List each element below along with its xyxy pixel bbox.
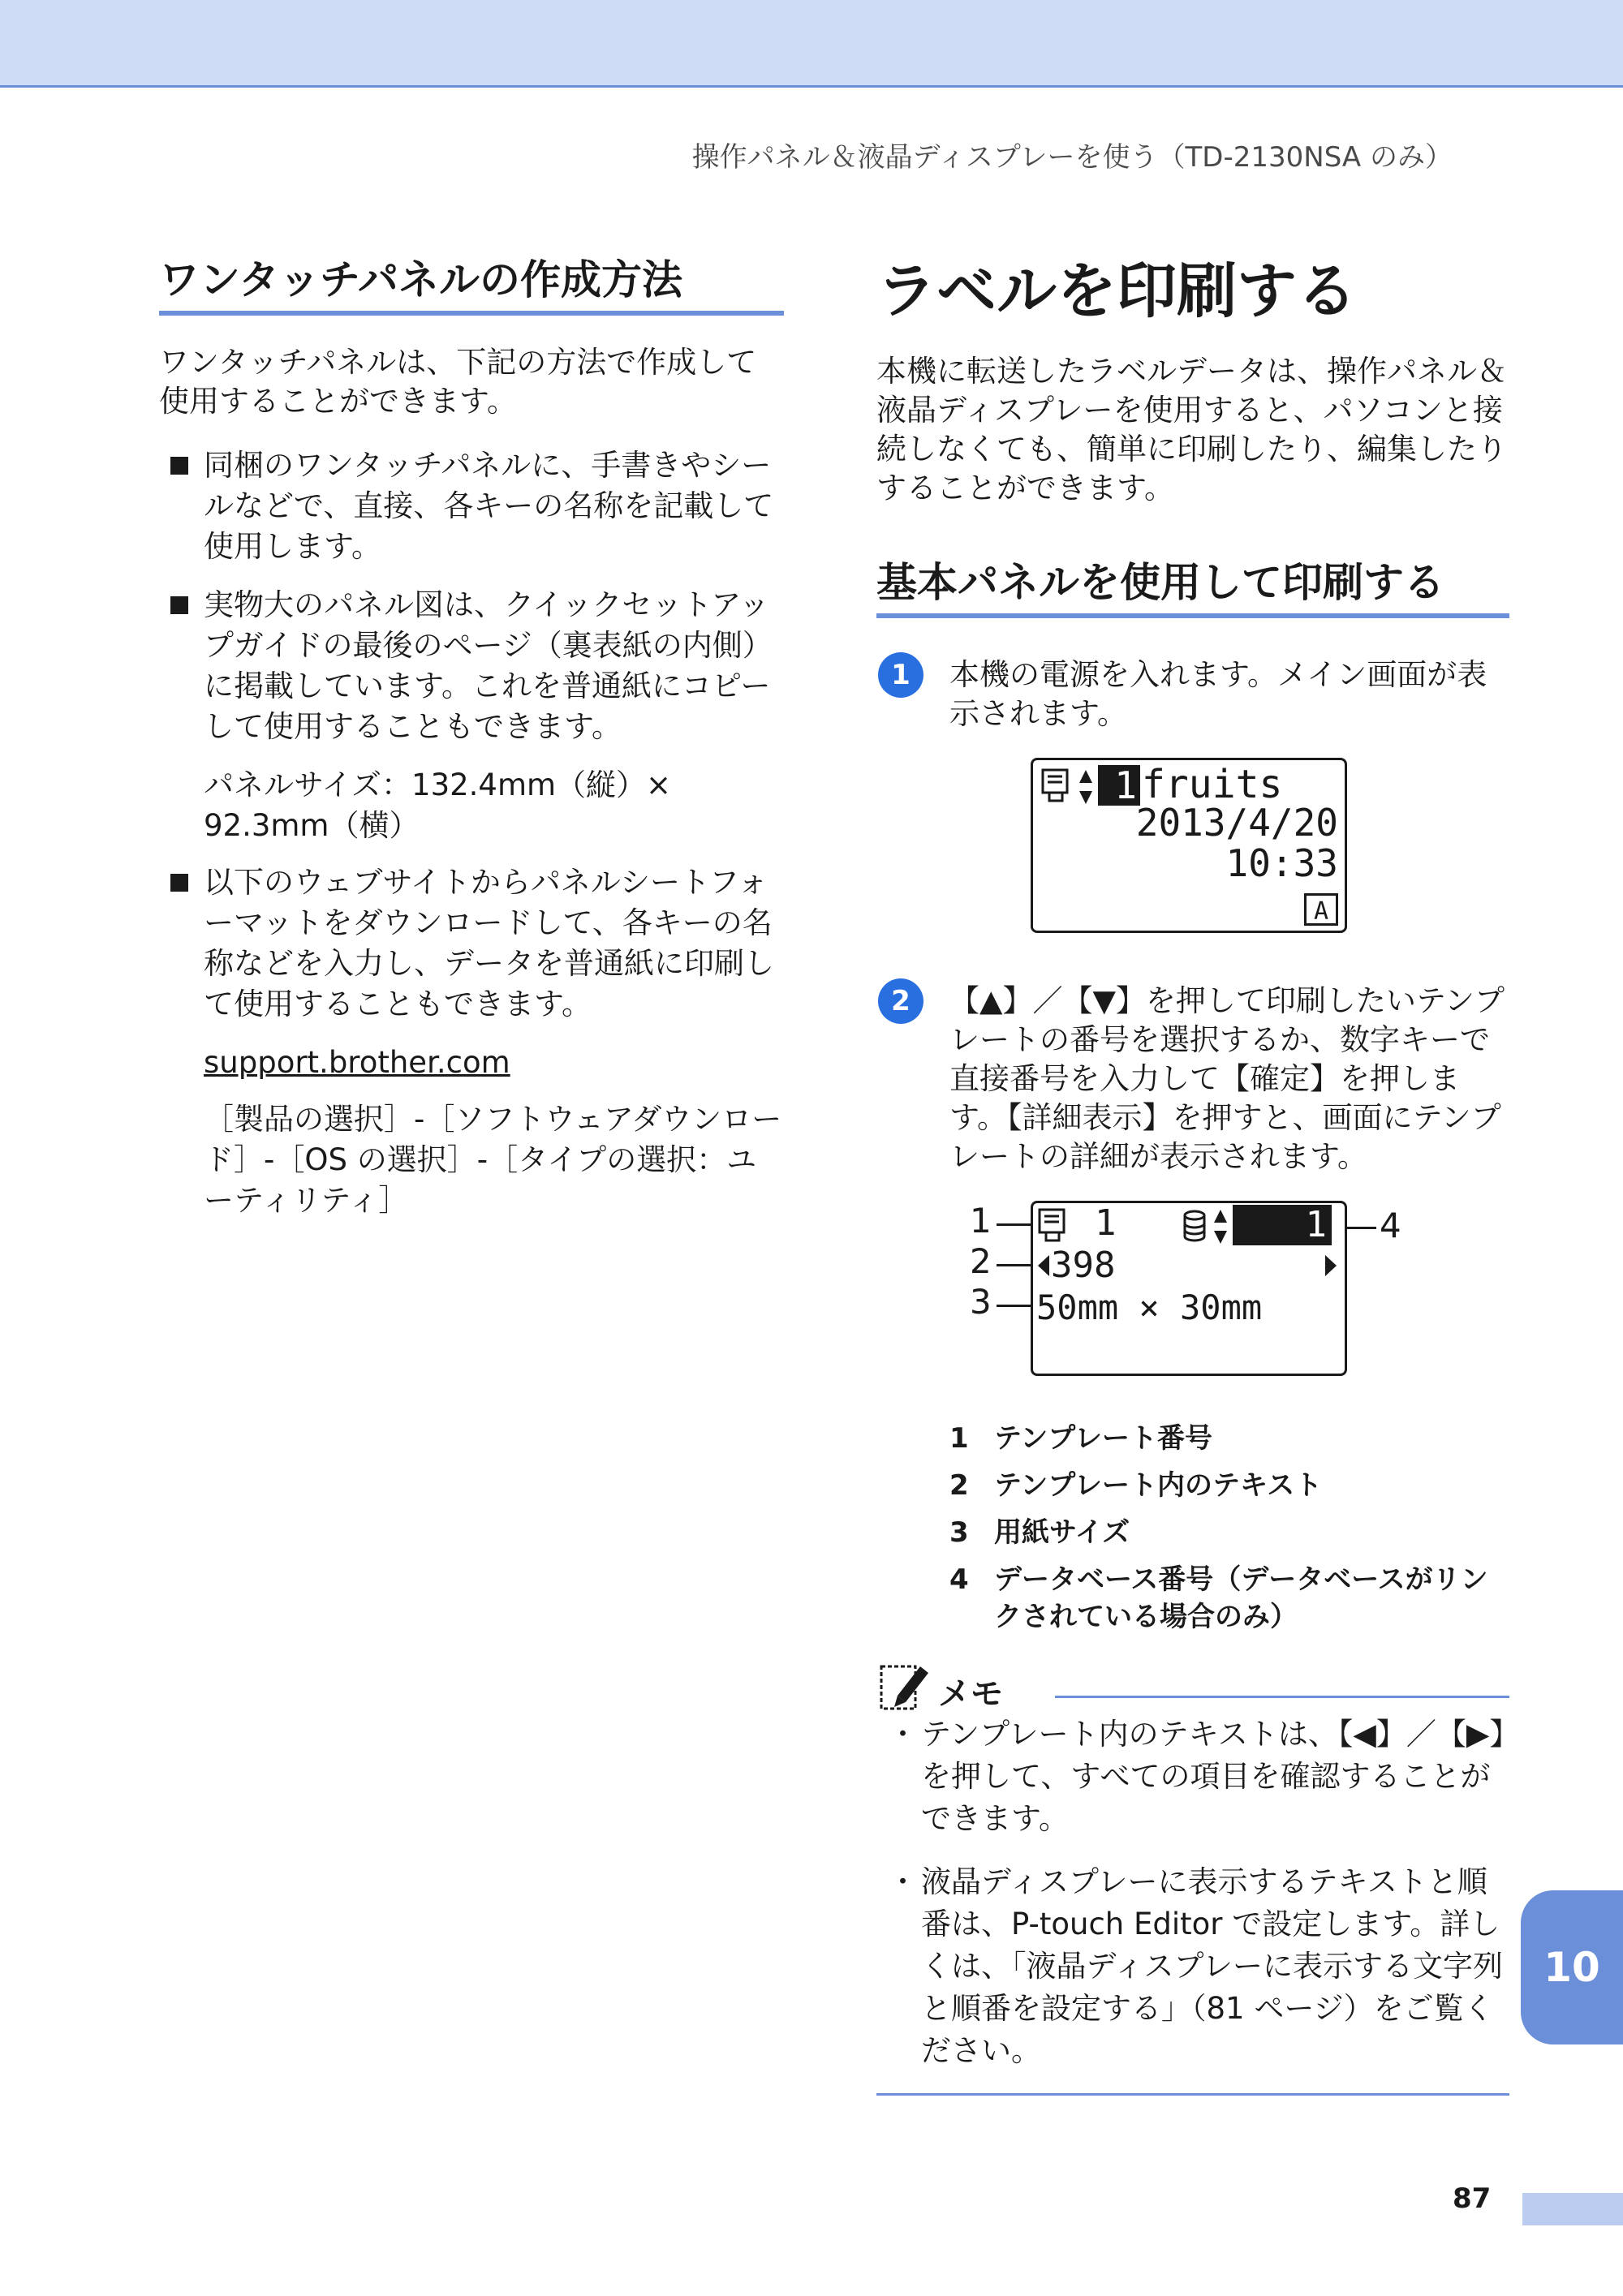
right-arrow-icon bbox=[1325, 1253, 1337, 1278]
bullet-text: 同梱のワンタッチパネルに、手書きやシールなどで、直接、各キーの名称を記載して使用します。 bbox=[204, 448, 774, 564]
lcd-main-screen bbox=[1031, 758, 1347, 933]
support-url[interactable] bbox=[159, 1043, 784, 1083]
panel-size-note: パネルサイズ：132.4mm（縦）× 92.3mm（横） bbox=[204, 767, 672, 843]
right-column bbox=[876, 243, 1509, 2096]
step-2 bbox=[876, 982, 1509, 1176]
square-bullet-icon bbox=[170, 457, 188, 475]
memo-bottom-rule bbox=[876, 2093, 1509, 2096]
download-path: ［製品の選択］-［ソフトウェアダウンロード］-［OS の選択］-［タイプの選択：ユーティリティ］ bbox=[204, 1102, 782, 1218]
square-bullet-icon bbox=[170, 596, 188, 614]
callout-1: 1 bbox=[970, 1201, 992, 1240]
lcd-time: 10:33 bbox=[1225, 841, 1338, 885]
template-text: 398 bbox=[1051, 1245, 1116, 1286]
template-icon bbox=[1041, 768, 1074, 804]
memo-pencil-icon bbox=[878, 1660, 932, 1713]
step-1 bbox=[876, 656, 1509, 733]
database-number-highlight: 1 bbox=[1233, 1205, 1332, 1245]
step-number-badge: 1 bbox=[878, 652, 923, 698]
memo-text: テンプレート内のテキストは、【◀】／【▶】を押して、すべての項目を確認することができます。 bbox=[921, 1717, 1505, 1836]
section-title-one-touch-panel: ワンタッチパネルの作成方法 bbox=[159, 247, 784, 316]
database-icon bbox=[1182, 1210, 1210, 1242]
template-name: fruits bbox=[1142, 762, 1283, 807]
callout-line-1 bbox=[997, 1223, 1032, 1226]
memo-header bbox=[876, 1660, 1509, 1713]
support-link[interactable]: support.brother.com bbox=[204, 1045, 510, 1080]
memo-text: 液晶ディスプレーに表示するテキストと順番は、P-touch Editor で設定します。詳しくは、「液晶ディスプレーに表示する文字列と順番を設定する」（81 ページ）をご覧ください。 bbox=[921, 1864, 1504, 2068]
memo-item bbox=[876, 1861, 1509, 2072]
bullet-item bbox=[159, 585, 784, 747]
paper-size: 50mm × 30mm bbox=[1036, 1288, 1263, 1327]
chapter-tab: 10 bbox=[1521, 1890, 1623, 2044]
callout-line-3 bbox=[997, 1305, 1032, 1307]
lcd-date: 2013/4/20 bbox=[1135, 801, 1338, 845]
template-number-highlight: 1 bbox=[1098, 765, 1140, 806]
bullet-item bbox=[159, 445, 784, 567]
right-intro: 本機に転送したラベルデータは、操作パネル＆液晶ディスプレーを使用すると、パソコンと接続しなくても、簡単に印刷したり、編集したりすることができます。 bbox=[876, 354, 1507, 505]
lcd-detail-figure bbox=[876, 1201, 1509, 1395]
template-number: 1 bbox=[1095, 1202, 1117, 1244]
memo-item bbox=[876, 1713, 1509, 1840]
square-bullet-icon bbox=[170, 874, 188, 892]
header-band bbox=[0, 0, 1623, 88]
legend-row: 2 テンプレート内のテキスト bbox=[949, 1469, 1323, 1502]
callout-line-2 bbox=[997, 1264, 1032, 1266]
legend-row: 4 データベース番号（データベースがリンクされている場合のみ） bbox=[949, 1563, 1488, 1633]
callout-4: 4 bbox=[1380, 1206, 1401, 1245]
running-header: 操作パネル＆液晶ディスプレーを使う（TD-2130NSA のみ） bbox=[691, 141, 1453, 174]
bullet-item bbox=[159, 862, 784, 1025]
left-column bbox=[159, 247, 784, 1237]
page-number: 87 bbox=[1453, 2182, 1492, 2215]
callout-2: 2 bbox=[970, 1241, 992, 1281]
callout-3: 3 bbox=[970, 1282, 992, 1322]
bullet-dot: ・ bbox=[888, 1717, 918, 1752]
lcd-template-detail bbox=[1031, 1201, 1347, 1376]
chapter-section-title: ラベルを印刷する bbox=[876, 256, 1357, 326]
input-mode-indicator: A bbox=[1304, 893, 1338, 926]
bullet-dot: ・ bbox=[888, 1864, 918, 1899]
template-icon bbox=[1038, 1208, 1070, 1244]
left-arrow-icon bbox=[1038, 1253, 1049, 1278]
left-intro: ワンタッチパネルは、下記の方法で作成して使用することができます。 bbox=[159, 345, 757, 419]
memo-rule bbox=[1055, 1696, 1509, 1698]
memo-label: メモ bbox=[938, 1675, 1003, 1713]
up-down-arrow-icon bbox=[1078, 770, 1093, 804]
up-down-arrow-icon bbox=[1213, 1210, 1228, 1244]
legend-row: 1 テンプレート番号 bbox=[949, 1422, 1212, 1455]
step-text: 本機の電源を入れます。メイン画面が表示されます。 bbox=[949, 657, 1487, 731]
bullet-text: 実物大のパネル図は、クイックセットアップガイドの最後のページ（裏表紙の内側）に掲載しています。これを普通紙にコピーして使用することもできます。 bbox=[204, 587, 773, 744]
step-number-badge: 2 bbox=[878, 978, 923, 1024]
figure-legend bbox=[949, 1420, 1509, 1636]
page-number-bar bbox=[1522, 2193, 1623, 2225]
left-bullet-list bbox=[159, 445, 784, 1221]
step-text: 【▲】／【▼】を押して印刷したいテンプレートの番号を選択するか、数字キーで直接番号を入力して【確定】を押します。【詳細表示】を押すと、画面にテンプレートの詳細が表示されます。 bbox=[949, 983, 1505, 1174]
section-title-basic-panel: 基本パネルを使用して印刷する bbox=[876, 550, 1509, 618]
bullet-text: 以下のウェブサイトからパネルシートフォーマットをダウンロードして、各キーの名称などを入力し、データを普通紙に印刷して使用することもできます。 bbox=[204, 865, 774, 1021]
legend-row: 3 用紙サイズ bbox=[949, 1516, 1130, 1549]
